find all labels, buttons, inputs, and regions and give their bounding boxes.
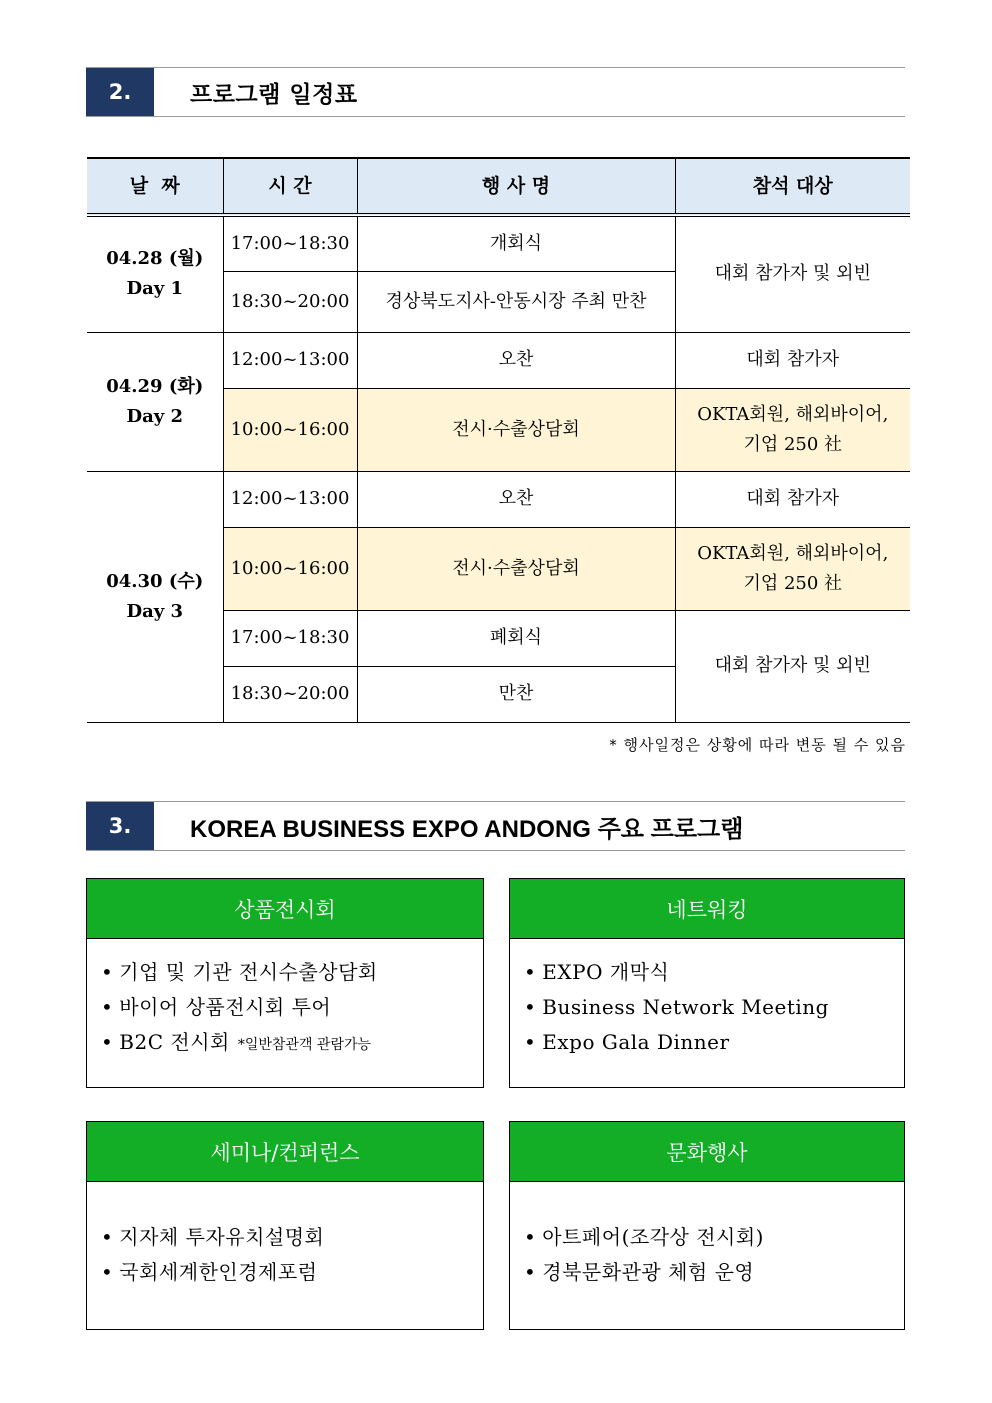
- list-item: • Business Network Meeting: [524, 990, 904, 1025]
- header-target: 참석 대상: [675, 158, 910, 215]
- program-box-title: 상품전시회: [87, 879, 483, 939]
- day3-target-1: 대회 참가자: [675, 471, 910, 527]
- day2-label: Day 2: [126, 405, 184, 427]
- section-2-number: 2.: [86, 68, 154, 116]
- day2-time-2: 10:00~16:00: [223, 388, 357, 471]
- program-box-title: 세미나/컨퍼런스: [87, 1122, 483, 1182]
- list-item: • 경북문화관광 체험 운영: [524, 1255, 904, 1290]
- day1-event-2: 경상북도지사-안동시장 주최 만찬: [357, 271, 675, 332]
- day2-target-2-line2: 기업 250 社: [743, 433, 843, 455]
- list-item: • EXPO 개막식: [524, 955, 904, 990]
- list-item: • 아트페어(조각상 전시회): [524, 1220, 904, 1255]
- day1-target: 대회 참가자 및 외빈: [675, 215, 910, 332]
- section-2-title: 프로그램 일정표: [190, 81, 358, 108]
- section-3-number: 3.: [86, 802, 154, 850]
- day2-target-2: [675, 388, 910, 471]
- program-box-title: 문화행사: [510, 1122, 904, 1182]
- day2-event-1: 오찬: [357, 332, 675, 388]
- day2-target-1: 대회 참가자: [675, 332, 910, 388]
- day3-time-2: 10:00~16:00: [223, 527, 357, 610]
- table-header-row: [87, 158, 910, 215]
- day3-label: Day 3: [126, 600, 184, 622]
- day3-time-1: 12:00~13:00: [223, 471, 357, 527]
- section-3-header: [86, 801, 905, 851]
- list-item: [101, 1025, 483, 1063]
- day3-closing-target: 대회 참가자 및 외빈: [675, 610, 910, 722]
- table-row: [87, 332, 910, 388]
- list-item: • 국회세계한인경제포럼: [101, 1255, 483, 1290]
- program-box-seminar: [86, 1121, 484, 1330]
- program-box-exhibition: [86, 878, 484, 1088]
- header-time: 시 간: [223, 158, 357, 215]
- program-box-networking: [509, 878, 905, 1088]
- day3-target-2-line2: 기업 250 社: [743, 572, 843, 594]
- day3-date: 04.30 (수): [106, 570, 204, 592]
- program-box-list: [87, 939, 483, 1063]
- day3-event-3: 폐회식: [357, 610, 675, 666]
- table-row: [87, 471, 910, 527]
- program-box-list: [87, 1182, 483, 1290]
- list-item: • Expo Gala Dinner: [524, 1025, 904, 1060]
- day2-date-cell: [87, 332, 223, 471]
- day3-event-2: 전시·수출상담회: [357, 527, 675, 610]
- day3-date-cell: [87, 471, 223, 722]
- day3-event-4: 만찬: [357, 666, 675, 722]
- day1-date: 04.28 (월): [106, 248, 204, 270]
- program-box-title: 네트워킹: [510, 879, 904, 939]
- header-event: 행 사 명: [357, 158, 675, 215]
- day1-label: Day 1: [126, 278, 184, 300]
- day2-event-2: 전시·수출상담회: [357, 388, 675, 471]
- day1-time-1: 17:00~18:30: [223, 215, 357, 271]
- day3-time-3: 17:00~18:30: [223, 610, 357, 666]
- day1-time-2: 18:30~20:00: [223, 271, 357, 332]
- header-date: 날 짜: [87, 158, 223, 215]
- day3-target-2: [675, 527, 910, 610]
- day1-date-cell: [87, 215, 223, 332]
- program-box-culture: [509, 1121, 905, 1330]
- day3-event-1: 오찬: [357, 471, 675, 527]
- list-item: • 바이어 상품전시회 투어: [101, 990, 483, 1025]
- list-item-note: *일반참관객 관람가능: [237, 1037, 372, 1053]
- list-item: • 기업 및 기관 전시수출상담회: [101, 955, 483, 990]
- section-3-title: KOREA BUSINESS EXPO ANDONG 주요 프로그램: [190, 815, 744, 843]
- day2-target-2-line1: OKTA회원, 해외바이어,: [697, 403, 889, 425]
- day2-date: 04.29 (화): [106, 375, 204, 397]
- day3-target-2-line1: OKTA회원, 해외바이어,: [697, 542, 889, 564]
- schedule-table: [87, 157, 910, 723]
- section-2-header: [86, 67, 905, 117]
- list-item: • 지자체 투자유치설명회: [101, 1220, 483, 1255]
- program-box-list: [510, 939, 904, 1060]
- list-item-text: B2C 전시회: [119, 1030, 230, 1054]
- schedule-note: * 행사일정은 상황에 따라 변동 될 수 있음: [609, 736, 906, 754]
- table-row: [87, 215, 910, 271]
- program-box-list: [510, 1182, 904, 1290]
- day1-event-1: 개회식: [357, 215, 675, 271]
- day3-time-4: 18:30~20:00: [223, 666, 357, 722]
- day2-time-1: 12:00~13:00: [223, 332, 357, 388]
